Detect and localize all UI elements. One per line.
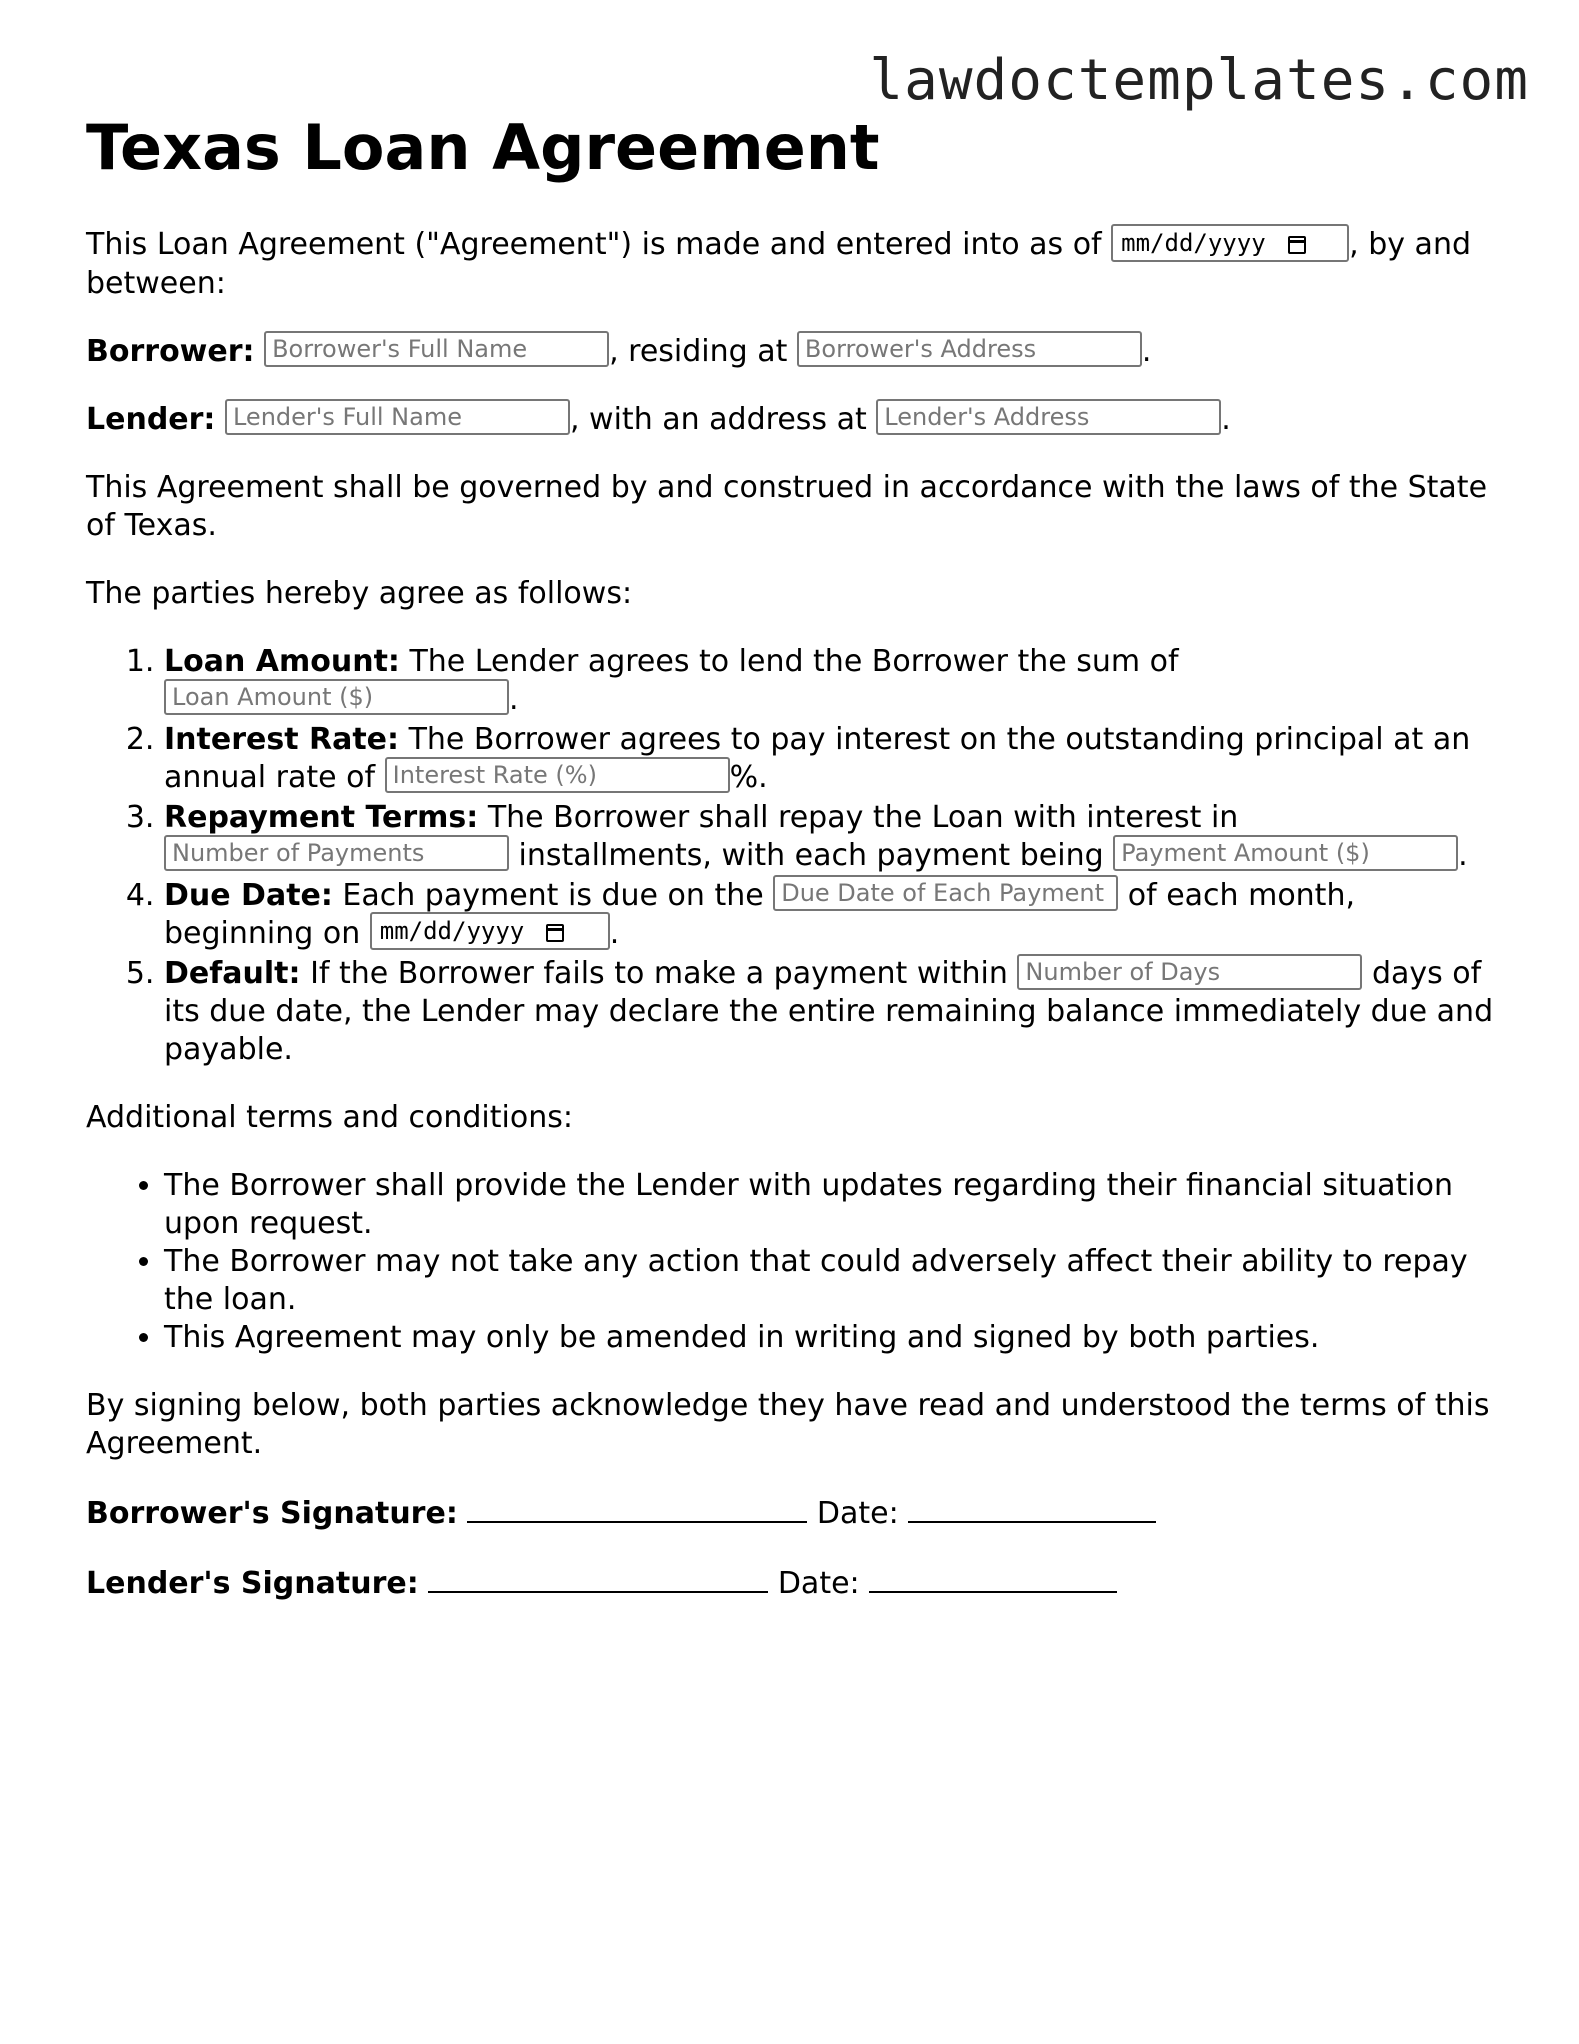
due-date-text: Each payment is due on the — [332, 877, 764, 913]
additional-term: • This Agreement may only be amended in writing and signed by both parties. — [164, 1319, 1506, 1357]
acknowledgement-paragraph: By signing below, both parties acknowledge they have read and understood the terms of this Agreement. — [86, 1388, 1490, 1461]
borrower-date-blank — [908, 1493, 1156, 1523]
default-label: Default: — [164, 956, 301, 991]
lender-date-label: Date: — [777, 1566, 860, 1601]
due-date-end: . — [609, 915, 620, 951]
default-end: days of its due date, the Lender may declare the entire remaining balance immediately due and payable. — [164, 956, 1494, 1067]
repayment-end: . — [1458, 837, 1468, 873]
calendar-icon[interactable] — [546, 924, 564, 942]
lender-end: . — [1221, 401, 1231, 437]
page-title: Texas Loan Agreement — [86, 111, 880, 184]
additional-terms-list — [86, 1167, 1506, 1357]
calendar-icon[interactable] — [1288, 236, 1306, 254]
loan-amount-input[interactable]: Loan Amount ($) — [164, 679, 509, 715]
interest-rate-input[interactable]: Interest Rate (%) — [385, 757, 730, 793]
number-of-payments-input[interactable]: Number of Payments — [164, 835, 509, 871]
loan-amount-text: The Lender agrees to lend the Borrower the sum of — [399, 643, 1179, 679]
intro-text: This Loan Agreement ("Agreement") is made and entered into as of — [86, 227, 1102, 262]
borrower-date-label: Date: — [816, 1496, 899, 1531]
loan-amount-label: Loan Amount: — [164, 643, 400, 679]
additional-heading: Additional terms and conditions: — [86, 1100, 573, 1135]
due-date-middle: of each month, beginning on — [164, 877, 1355, 951]
lender-address-input[interactable]: Lender's Address — [876, 399, 1221, 435]
lender-signature-line — [86, 1563, 1506, 1603]
terms-list — [86, 643, 1506, 1070]
term-interest-rate — [164, 721, 1506, 797]
lender-signature-blank — [428, 1563, 768, 1593]
intro-paragraph — [86, 226, 1506, 303]
borrower-connector: , residing at — [609, 333, 788, 369]
repayment-text: The Borrower shall repay the Loan with interest in — [478, 799, 1239, 835]
number-of-days-input[interactable]: Number of Days — [1017, 954, 1362, 990]
start-date-placeholder: mm/dd/yyyy — [379, 917, 525, 945]
lender-connector: , with an address at — [569, 401, 867, 437]
repayment-label: Repayment Terms: — [164, 799, 479, 835]
lender-signature-label: Lender's Signature: — [86, 1566, 419, 1601]
intro-text-after: , by and between: — [86, 227, 1472, 301]
lender-name-input[interactable]: Lender's Full Name — [225, 399, 570, 435]
agreement-date-input[interactable] — [1111, 224, 1349, 262]
agreement-date-placeholder: mm/dd/yyyy — [1121, 228, 1266, 257]
repayment-middle: installments, with each payment being — [509, 837, 1104, 873]
additional-term: • The Borrower shall provide the Lender with updates regarding their financial situation upon request. — [164, 1167, 1506, 1243]
lender-line — [86, 401, 1506, 439]
interest-rate-text: The Borrower agrees to pay interest on the outstanding principal at an annual rate of — [164, 721, 1471, 795]
interest-rate-end: %. — [729, 759, 768, 795]
agreement-document — [86, 108, 1506, 1633]
borrower-line — [86, 333, 1506, 371]
borrower-label: Borrower: — [86, 333, 255, 369]
term-default — [164, 955, 1506, 1069]
lender-label: Lender: — [86, 401, 216, 437]
lender-date-blank — [869, 1563, 1117, 1593]
payment-amount-input[interactable]: Payment Amount ($) — [1113, 835, 1458, 871]
due-date-label: Due Date: — [164, 877, 333, 913]
term-repayment — [164, 799, 1506, 875]
governing-law-paragraph: This Agreement shall be governed by and construed in accordance with the laws of the State of Texas. — [86, 469, 1488, 543]
interest-rate-label: Interest Rate: — [164, 721, 400, 757]
agree-paragraph: The parties hereby agree as follows: — [86, 575, 633, 611]
loan-amount-end: . — [509, 681, 519, 717]
borrower-signature-label: Borrower's Signature: — [86, 1496, 458, 1531]
term-loan-amount — [164, 643, 1506, 719]
term-due-date — [164, 877, 1506, 954]
borrower-signature-line — [86, 1493, 1506, 1533]
due-date-input[interactable]: Due Date of Each Payment — [773, 875, 1118, 911]
site-watermark: lawdoctemplates.com — [869, 48, 1529, 113]
borrower-signature-blank — [467, 1493, 807, 1523]
additional-term: • The Borrower may not take any action that could adversely affect their ability to repay the loan. — [164, 1243, 1506, 1319]
borrower-address-input[interactable]: Borrower's Address — [797, 331, 1142, 367]
start-date-input[interactable] — [370, 912, 610, 950]
borrower-name-input[interactable]: Borrower's Full Name — [264, 331, 609, 367]
borrower-end: . — [1141, 333, 1152, 369]
default-text: If the Borrower fails to make a payment within — [300, 956, 1008, 991]
